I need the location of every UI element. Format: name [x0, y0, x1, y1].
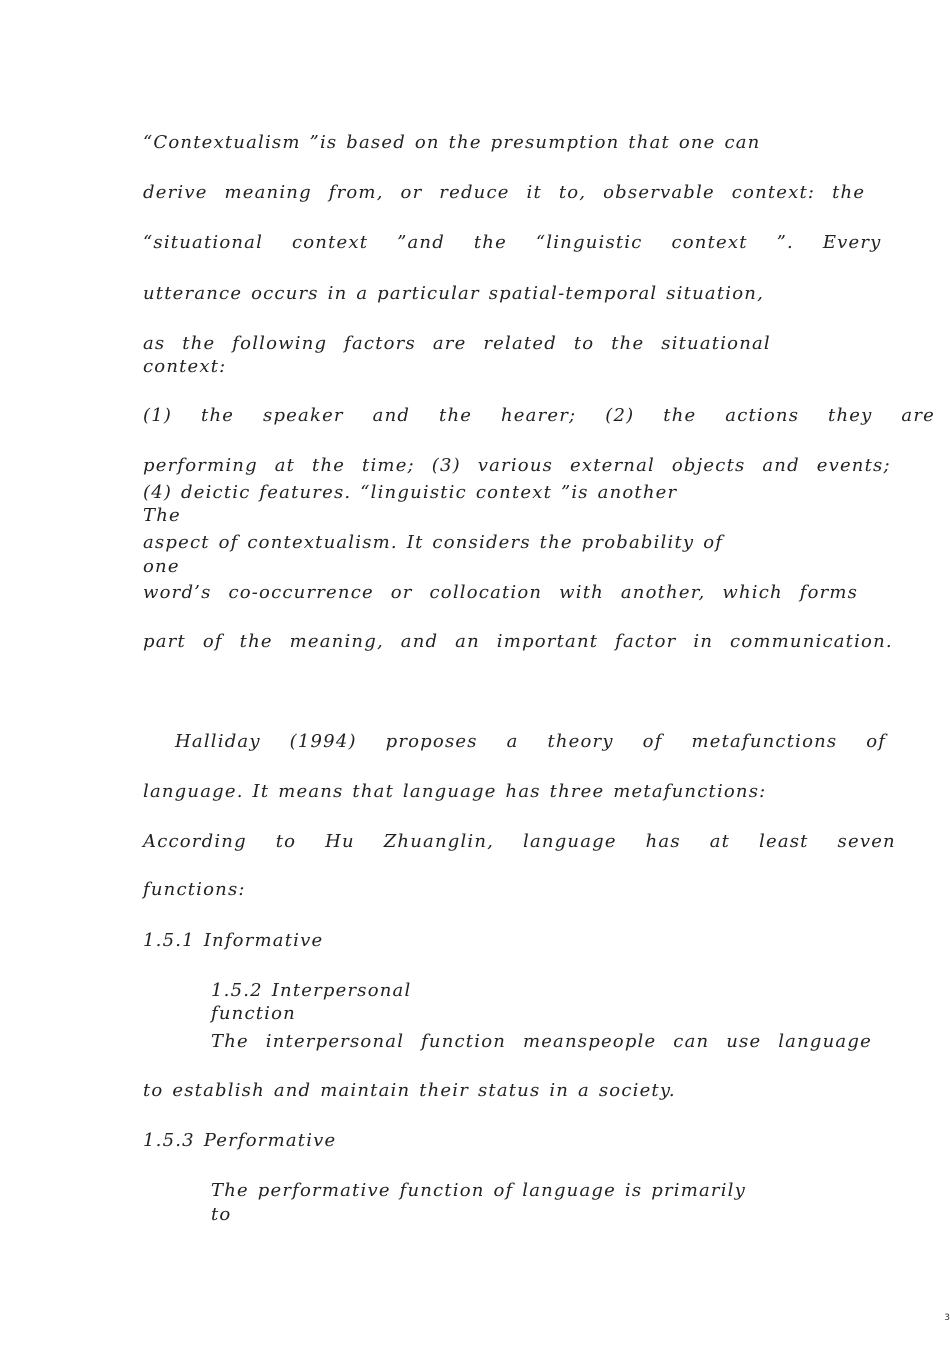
- para1-line-7: (1) the speaker and the hearer; (2) the actions they are: [143, 405, 936, 426]
- section-1-5-3-body-line-2: to: [211, 1204, 232, 1225]
- page-number: 3: [944, 1313, 950, 1323]
- para1-line-4: utterance occurs in a particular spatial-temporal situation,: [143, 283, 764, 304]
- section-1-5-2-heading-line-1: 1.5.2 Interpersonal: [211, 980, 412, 1001]
- section-1-5-2-body-line-1: The interpersonal function meanspeople can use language: [211, 1031, 872, 1052]
- para1-line-14: part of the meaning, and an important factor in communication.: [143, 631, 893, 652]
- section-1-5-3-heading: 1.5.3 Performative: [143, 1130, 337, 1151]
- section-1-5-1-heading: 1.5.1 Informative: [143, 930, 324, 951]
- para1-line-12: one: [143, 556, 180, 577]
- para1-line-5: as the following factors are related to the situational: [143, 333, 771, 354]
- section-1-5-2-body-line-2: to establish and maintain their status in a society.: [143, 1080, 676, 1101]
- para2-line-4: functions:: [143, 879, 246, 900]
- para2-line-2: language. It means that language has three metafunctions:: [143, 781, 767, 802]
- para1-line-11: aspect of contextualism. It considers the probability of: [143, 532, 724, 553]
- para1-line-9: (4) deictic features. “linguistic context ”is another: [143, 482, 678, 503]
- para1-line-1: “Contextualism ”is based on the presumption that one can: [143, 132, 761, 153]
- para2-line-3: According to Hu Zhuanglin, language has at least seven: [143, 831, 896, 852]
- section-1-5-2-heading-line-2: function: [211, 1003, 296, 1024]
- para1-line-13: word’s co-occurrence or collocation with another, which forms: [143, 582, 859, 603]
- para1-line-6: context:: [143, 356, 227, 377]
- section-1-5-3-body-line-1: The performative function of language is primarily: [211, 1180, 746, 1201]
- para1-line-8: performing at the time; (3) various external objects and events;: [143, 455, 891, 476]
- para1-line-3: “situational context ”and the “linguistic context ”. Every: [143, 232, 882, 253]
- para2-line-1: Halliday (1994) proposes a theory of metafunctions of: [175, 731, 887, 752]
- para1-line-10: The: [143, 505, 181, 526]
- para1-line-2: derive meaning from, or reduce it to, observable context: the: [143, 182, 866, 203]
